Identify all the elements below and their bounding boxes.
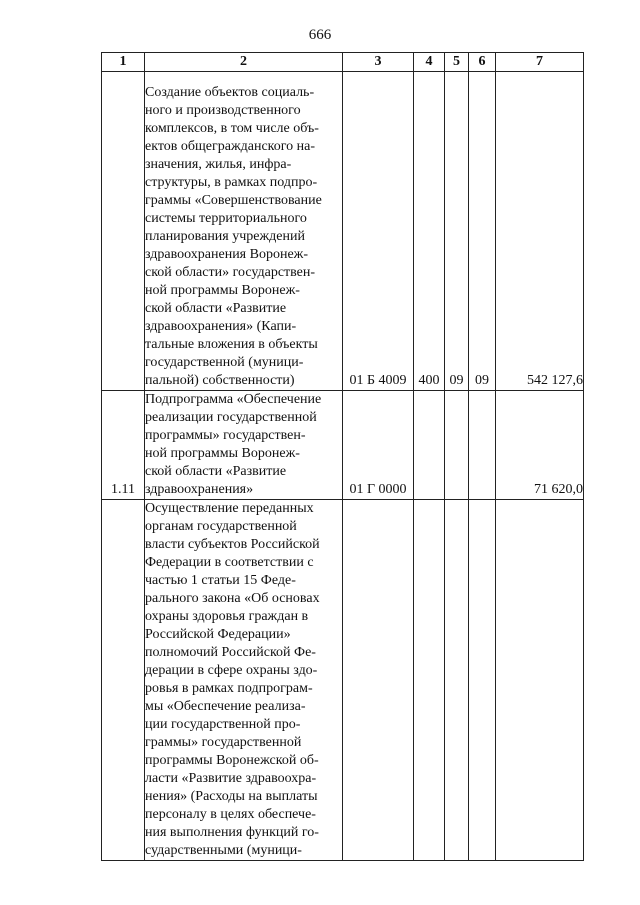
description-line: мы «Обеспечение реализа- <box>145 699 306 714</box>
description-line: ской области «Развитие <box>145 464 287 479</box>
description-line: ной программы Воронеж- <box>145 283 300 298</box>
description-line: ектов общегражданского на- <box>145 139 316 154</box>
description-line: нения» (Расходы на выплаты <box>145 789 318 804</box>
description-line: власти субъектов Российской <box>145 537 320 552</box>
table-row <box>102 391 584 500</box>
description-line: ной программы Воронеж- <box>145 446 300 461</box>
budget-code <box>343 500 414 861</box>
header-col-6: 6 <box>469 53 496 72</box>
description-line: здравоохранения» <box>145 482 254 497</box>
description-line: здравоохранения Воронеж- <box>145 247 309 262</box>
row-description <box>145 500 343 861</box>
row-description <box>145 72 343 391</box>
description-line: охраны здоровья граждан в <box>145 609 309 624</box>
description-line: Федерации в соответствии с <box>145 555 314 570</box>
description-line: государственной (муници- <box>145 355 304 370</box>
table-row <box>102 500 584 861</box>
description-line: ровья в рамках подпрограм- <box>145 681 313 696</box>
description-line: значения, жилья, инфра- <box>145 157 292 172</box>
header-col-2: 2 <box>145 53 343 72</box>
description-line: сударственными (муници- <box>145 843 302 858</box>
description-line: рального закона «Об основах <box>145 591 320 606</box>
description-line: ской области «Развитие <box>145 301 287 316</box>
budget-code: 01 Б 4009 <box>343 72 414 391</box>
header-col-3: 3 <box>343 53 414 72</box>
section-code <box>445 391 469 500</box>
subsection-code <box>469 391 496 500</box>
description-line: граммы «Совершенствование <box>145 193 322 208</box>
description-line: системы территориального <box>145 211 307 226</box>
header-col-4: 4 <box>414 53 445 72</box>
subsection-code <box>469 500 496 861</box>
description-line: пальной) собственности) <box>145 373 295 388</box>
section-code <box>445 500 469 861</box>
description-line: ской области» государствен- <box>145 265 316 280</box>
description-line: реализации государственной <box>145 410 317 425</box>
description-line: комплексов, в том числе объ- <box>145 121 319 136</box>
description-line: дерации в сфере охраны здо- <box>145 663 318 678</box>
description-line: здравоохранения» (Капи- <box>145 319 297 334</box>
amount: 71 620,0 <box>496 391 584 500</box>
header-row <box>102 53 584 72</box>
section-code: 09 <box>445 72 469 391</box>
expense-type <box>414 500 445 861</box>
description-line: тальные вложения в объекты <box>145 337 318 352</box>
description-line: программы Воронежской об- <box>145 753 319 768</box>
page-number: 666 <box>308 27 332 43</box>
row-description <box>145 391 343 500</box>
row-number <box>102 500 145 861</box>
row-number: 1.11 <box>102 391 145 500</box>
amount <box>496 500 584 861</box>
description-line: ного и производственного <box>145 103 301 118</box>
expense-type: 400 <box>414 72 445 391</box>
amount: 542 127,6 <box>496 72 584 391</box>
description-line: Подпрограмма «Обеспечение <box>145 392 322 407</box>
header-col-7: 7 <box>496 53 584 72</box>
subsection-code: 09 <box>469 72 496 391</box>
description-line: Осуществление переданных <box>145 501 314 516</box>
row-number <box>102 72 145 391</box>
description-line: структуры, в рамках подпро- <box>145 175 318 190</box>
description-line: Создание объектов социаль- <box>145 85 315 100</box>
description-line: ласти «Развитие здравоохра- <box>145 771 317 786</box>
description-line: полномочий Российской Фе- <box>145 645 316 660</box>
description-line: органам государственной <box>145 519 297 534</box>
budget-table <box>101 52 584 861</box>
header-col-1: 1 <box>102 53 145 72</box>
budget-code: 01 Г 0000 <box>343 391 414 500</box>
description-line: Российской Федерации» <box>145 627 291 642</box>
description-line: программы» государствен- <box>145 428 306 443</box>
expense-type <box>414 391 445 500</box>
description-line: ции государственной про- <box>145 717 301 732</box>
description-line: персоналу в целях обеспече- <box>145 807 316 822</box>
table-row <box>102 72 584 391</box>
description-line: частью 1 статьи 15 Феде- <box>145 573 296 588</box>
header-col-5: 5 <box>445 53 469 72</box>
description-line: планирования учреждений <box>145 229 305 244</box>
description-line: граммы» государственной <box>145 735 302 750</box>
description-line: ния выполнения функций го- <box>145 825 319 840</box>
